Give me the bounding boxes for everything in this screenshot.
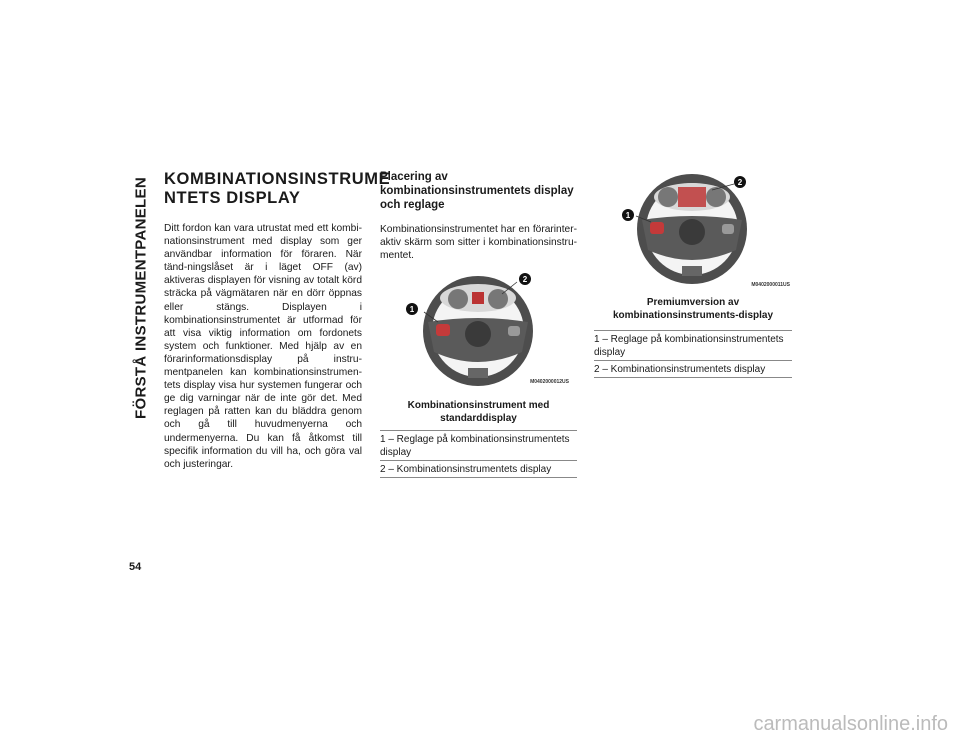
callout-1: 1: [625, 211, 631, 220]
column-3: [594, 170, 792, 378]
page-number: 54: [129, 561, 142, 573]
section-heading: KOMBINATIONSINSTRUME NTETS DISPLAY: [164, 170, 391, 207]
subsection-paragraph: Kombinationsinstrumentet har en förarinter-aktiv skärm som sitter i kombinationsinstru-mentet.: [380, 224, 577, 262]
column-2: [380, 170, 577, 478]
intro-paragraph: Ditt fordon kan vara utrustat med ett kombi-nationsinstrument med display som ger användbar information för föraren. När tänd-ningslåset är i läget OFF (av) aktiveras displayen för visning av totalt körd sträcka på vägmätaren när en dörr öppnas eller stängs. Displayen i kombinationsinstrumentet är utformad för att visa viktig information om fordonets system och funktioner. Med hjälp av en förarinformationsdisplay på instru-mentpanelen kan kombinationsinstrumen-tets display visa hur systemen fungerar och ge dig varningar när de inte gör det. Med reglagen på ratten kan du bläddra genom och gå till huvudmenyerna och undermenyerna. Du kan få åtkomst till specifik information du vill ha, och göra val och justeringar.: [164, 223, 362, 470]
steering-wheel-premium-image: [594, 172, 792, 290]
legend-item: 1 – Reglage på kombinationsinstrumentets display: [380, 431, 577, 461]
footer-watermark: carmanualsonline.info: [753, 713, 948, 735]
figure-code: M0402000011US: [751, 282, 790, 288]
figure-code: M0402000012US: [530, 379, 569, 386]
legend-item: 2 – Kombinationsinstrumentets display: [594, 361, 792, 378]
legend-item: 2 – Kombinationsinstrumentets display: [380, 461, 577, 478]
callout-2: 2: [737, 178, 743, 187]
legend-item: 1 – Reglage på kombinationsinstrumentets display: [594, 331, 792, 361]
figure-caption: Kombinationsinstrument med standarddisplay: [407, 400, 550, 425]
figure-legend: [380, 430, 577, 478]
standard-cluster-figure: [380, 272, 577, 397]
callout-1: 1: [409, 305, 415, 315]
premium-cluster-figure: [594, 172, 792, 290]
figure-legend: [594, 330, 792, 378]
subsection-heading: Placering av kombinationsinstrumentets display och reglage: [380, 171, 574, 211]
callout-2: 2: [522, 275, 528, 285]
side-section-title: [128, 160, 154, 435]
column-1: [164, 170, 391, 471]
figure-caption: Premiumversion av kombinationsinstruments-display: [612, 297, 774, 321]
side-section-title-text: FÖRSTÅ INSTRUMENTPANELEN: [132, 176, 150, 419]
